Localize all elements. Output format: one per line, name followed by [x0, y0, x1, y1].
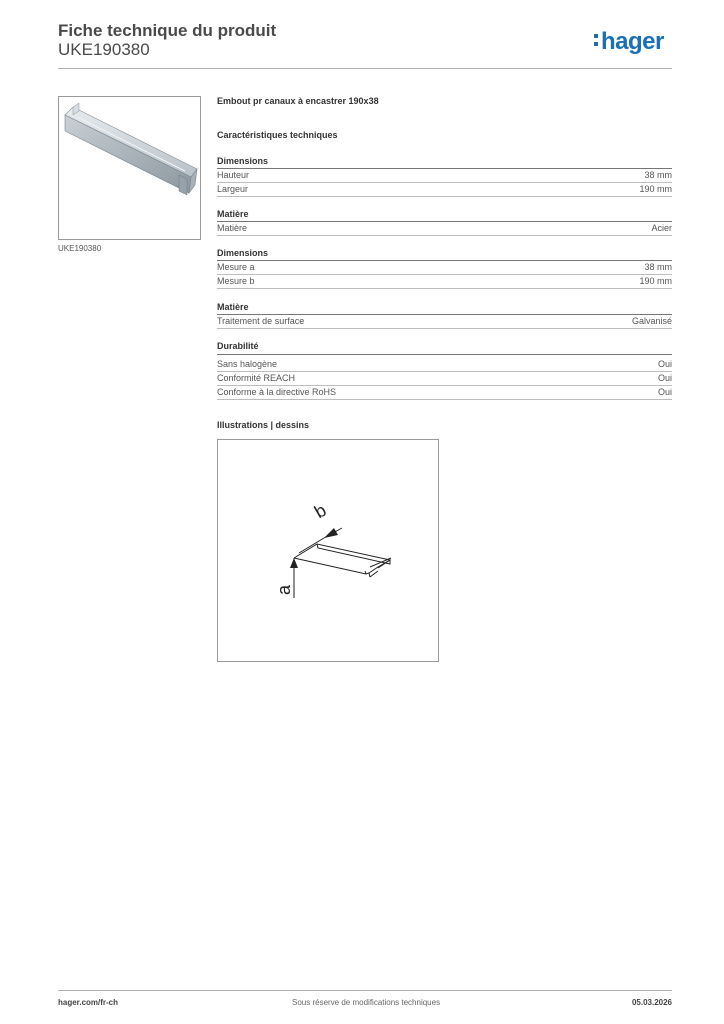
hager-logo	[594, 28, 664, 56]
spec-row	[217, 358, 672, 372]
spec-value: 38 mm	[644, 262, 672, 272]
spec-row	[217, 315, 672, 329]
spec-value: Oui	[657, 359, 672, 369]
spec-value: Oui	[657, 387, 672, 397]
spec-row	[217, 372, 672, 386]
footer-divider	[58, 990, 672, 991]
section-title: Matière	[217, 209, 249, 219]
section-rule	[217, 354, 672, 355]
spec-label: Mesure b	[217, 276, 255, 286]
logo-dots-icon	[594, 28, 599, 46]
page-title: Fiche technique du produit	[58, 21, 277, 40]
spec-row	[217, 386, 672, 400]
row-rule	[217, 399, 672, 400]
footer-website-link[interactable]: hager.com/fr-ch	[58, 998, 119, 1007]
spec-label: Conforme à la directive RoHS	[217, 387, 337, 397]
spec-value: Galvanisé	[631, 316, 672, 326]
footer-notice: Sous réserve de modifications techniques	[292, 998, 441, 1007]
spec-value: Acier	[651, 223, 672, 233]
dimension-label-a: a	[274, 584, 294, 595]
spec-row	[217, 169, 672, 183]
section-title: Matière	[217, 302, 249, 312]
specs-heading: Caractéristiques techniques	[217, 130, 338, 140]
dimension-drawing-icon	[218, 440, 438, 661]
cable-duct-end-piece-photo-icon	[59, 97, 200, 239]
row-rule	[217, 328, 672, 329]
footer-date: 05.03.2026	[631, 998, 672, 1007]
row-rule	[217, 196, 672, 197]
spec-label: Largeur	[217, 184, 249, 194]
illustration-box	[217, 439, 439, 662]
logo-text: hager	[601, 28, 664, 55]
photo-caption: UKE190380	[58, 244, 102, 253]
section-title: Dimensions	[217, 248, 269, 258]
spec-value: Oui	[657, 373, 672, 383]
spec-value: 190 mm	[639, 276, 672, 286]
spec-row	[217, 261, 672, 275]
row-rule	[217, 235, 672, 236]
spec-row	[217, 275, 672, 289]
spec-value: 38 mm	[644, 170, 672, 180]
product-name: Embout pr canaux à encastrer 190x38	[217, 96, 379, 106]
header-divider	[58, 68, 672, 69]
spec-label: Mesure a	[217, 262, 255, 272]
spec-label: Matière	[217, 223, 248, 233]
section-title: Dimensions	[217, 156, 269, 166]
spec-row	[217, 183, 672, 197]
spec-label: Traitement de surface	[217, 316, 305, 326]
product-photo	[58, 96, 201, 240]
spec-label: Hauteur	[217, 170, 250, 180]
dimension-label-b: b	[310, 499, 330, 523]
illustrations-heading: Illustrations | dessins	[217, 420, 310, 430]
spec-row	[217, 222, 672, 236]
spec-value: 190 mm	[639, 184, 672, 194]
spec-label: Conformité REACH	[217, 373, 296, 383]
section-title: Durabilité	[217, 341, 259, 351]
spec-label: Sans halogène	[217, 359, 278, 369]
row-rule	[217, 288, 672, 289]
product-code-header: UKE190380	[58, 40, 150, 59]
